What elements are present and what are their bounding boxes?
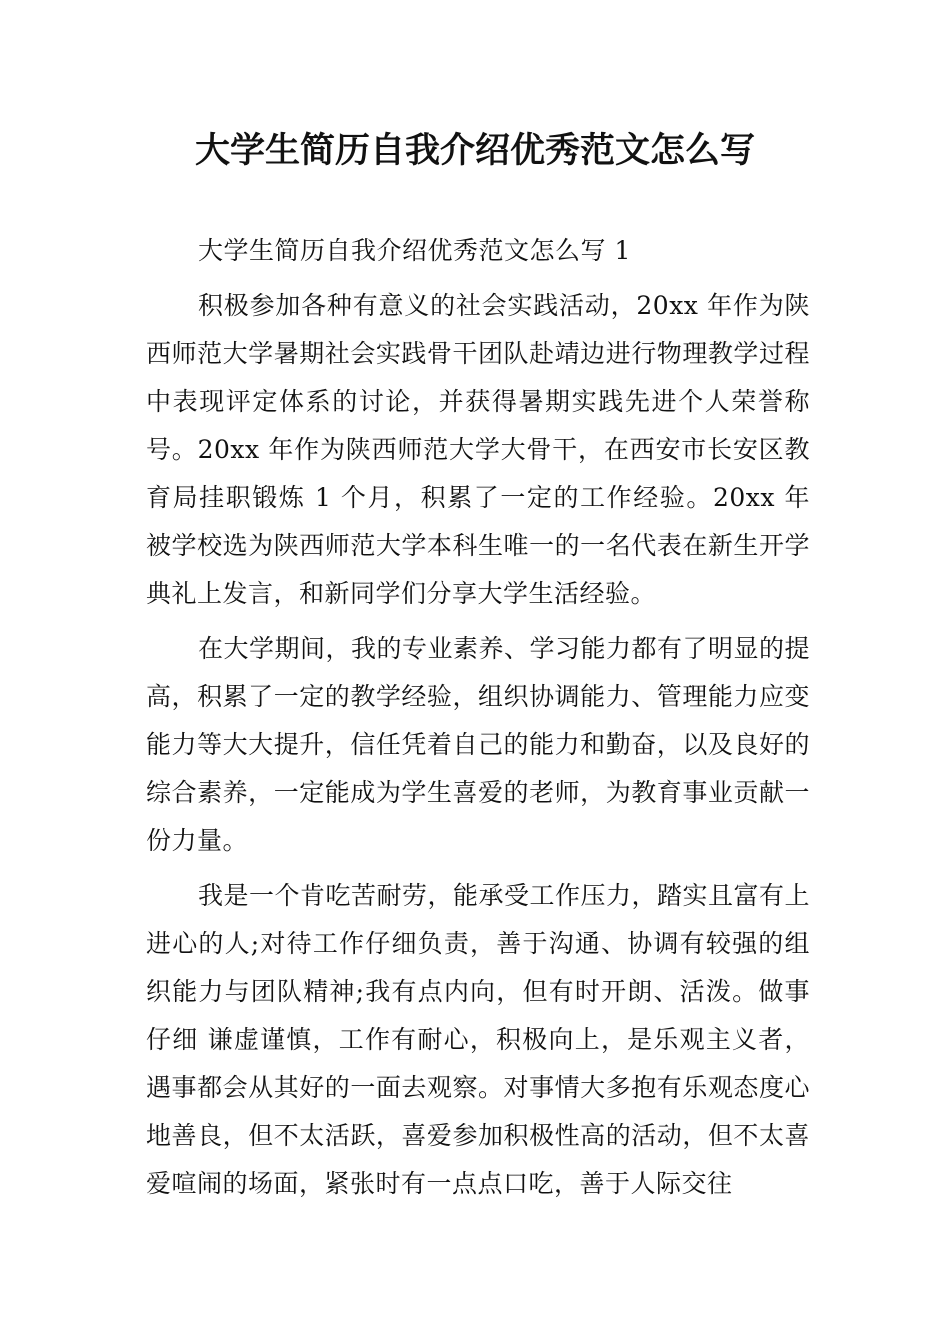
paragraph-2: 在大学期间，我的专业素养、学习能力都有了明显的提高，积累了一定的教学经验，组织协调能力、管理能力应变能力等大大提升，信任凭着自己的能力和勤奋，以及良好的综合素养，一定能成为学生喜爱的老师，为教育事业贡献一份力量。: [146, 634, 811, 855]
paragraph-1: 积极参加各种有意义的社会实践活动，20xx 年作为陕西师范大学暑期社会实践骨干团队赴靖边进行物理教学过程中表现评定体系的讨论，并获得暑期实践先进个人荣誉称号。20xx 年作为陕西师范大学大骨干，在西安市长安区教育局挂职锻炼 1 个月，积累了一定的工作经验。20xx 年被学校选为陕西师范大学本科生唯一的一名代表在新生开学典礼上发言，和新同学们分享大学生活经验。: [146, 291, 810, 608]
section-heading: 大学生简历自我介绍优秀范文怎么写 1: [198, 236, 631, 265]
document-body: [146, 227, 810, 1215]
document-title: 大学生简历自我介绍优秀范文怎么写: [194, 131, 755, 171]
paragraph-3: 我是一个肯吃苦耐劳，能承受工作压力，踏实且富有上进心的人;对待工作仔细负责，善于沟通、协调有较强的组织能力与团队精神;我有点内向，但有时开朗、活泼。做事仔细 谦虚谨慎，工作有耐心，积极向上，是乐观主义者，遇事都会从其好的一面去观察。对事情大多抱有乐观态度心地善良，但不太活跃，喜爱参加积极性高的活动，但不太喜爱喧闹的场面，紧张时有一点点口吃，善于人际交往: [146, 881, 811, 1198]
